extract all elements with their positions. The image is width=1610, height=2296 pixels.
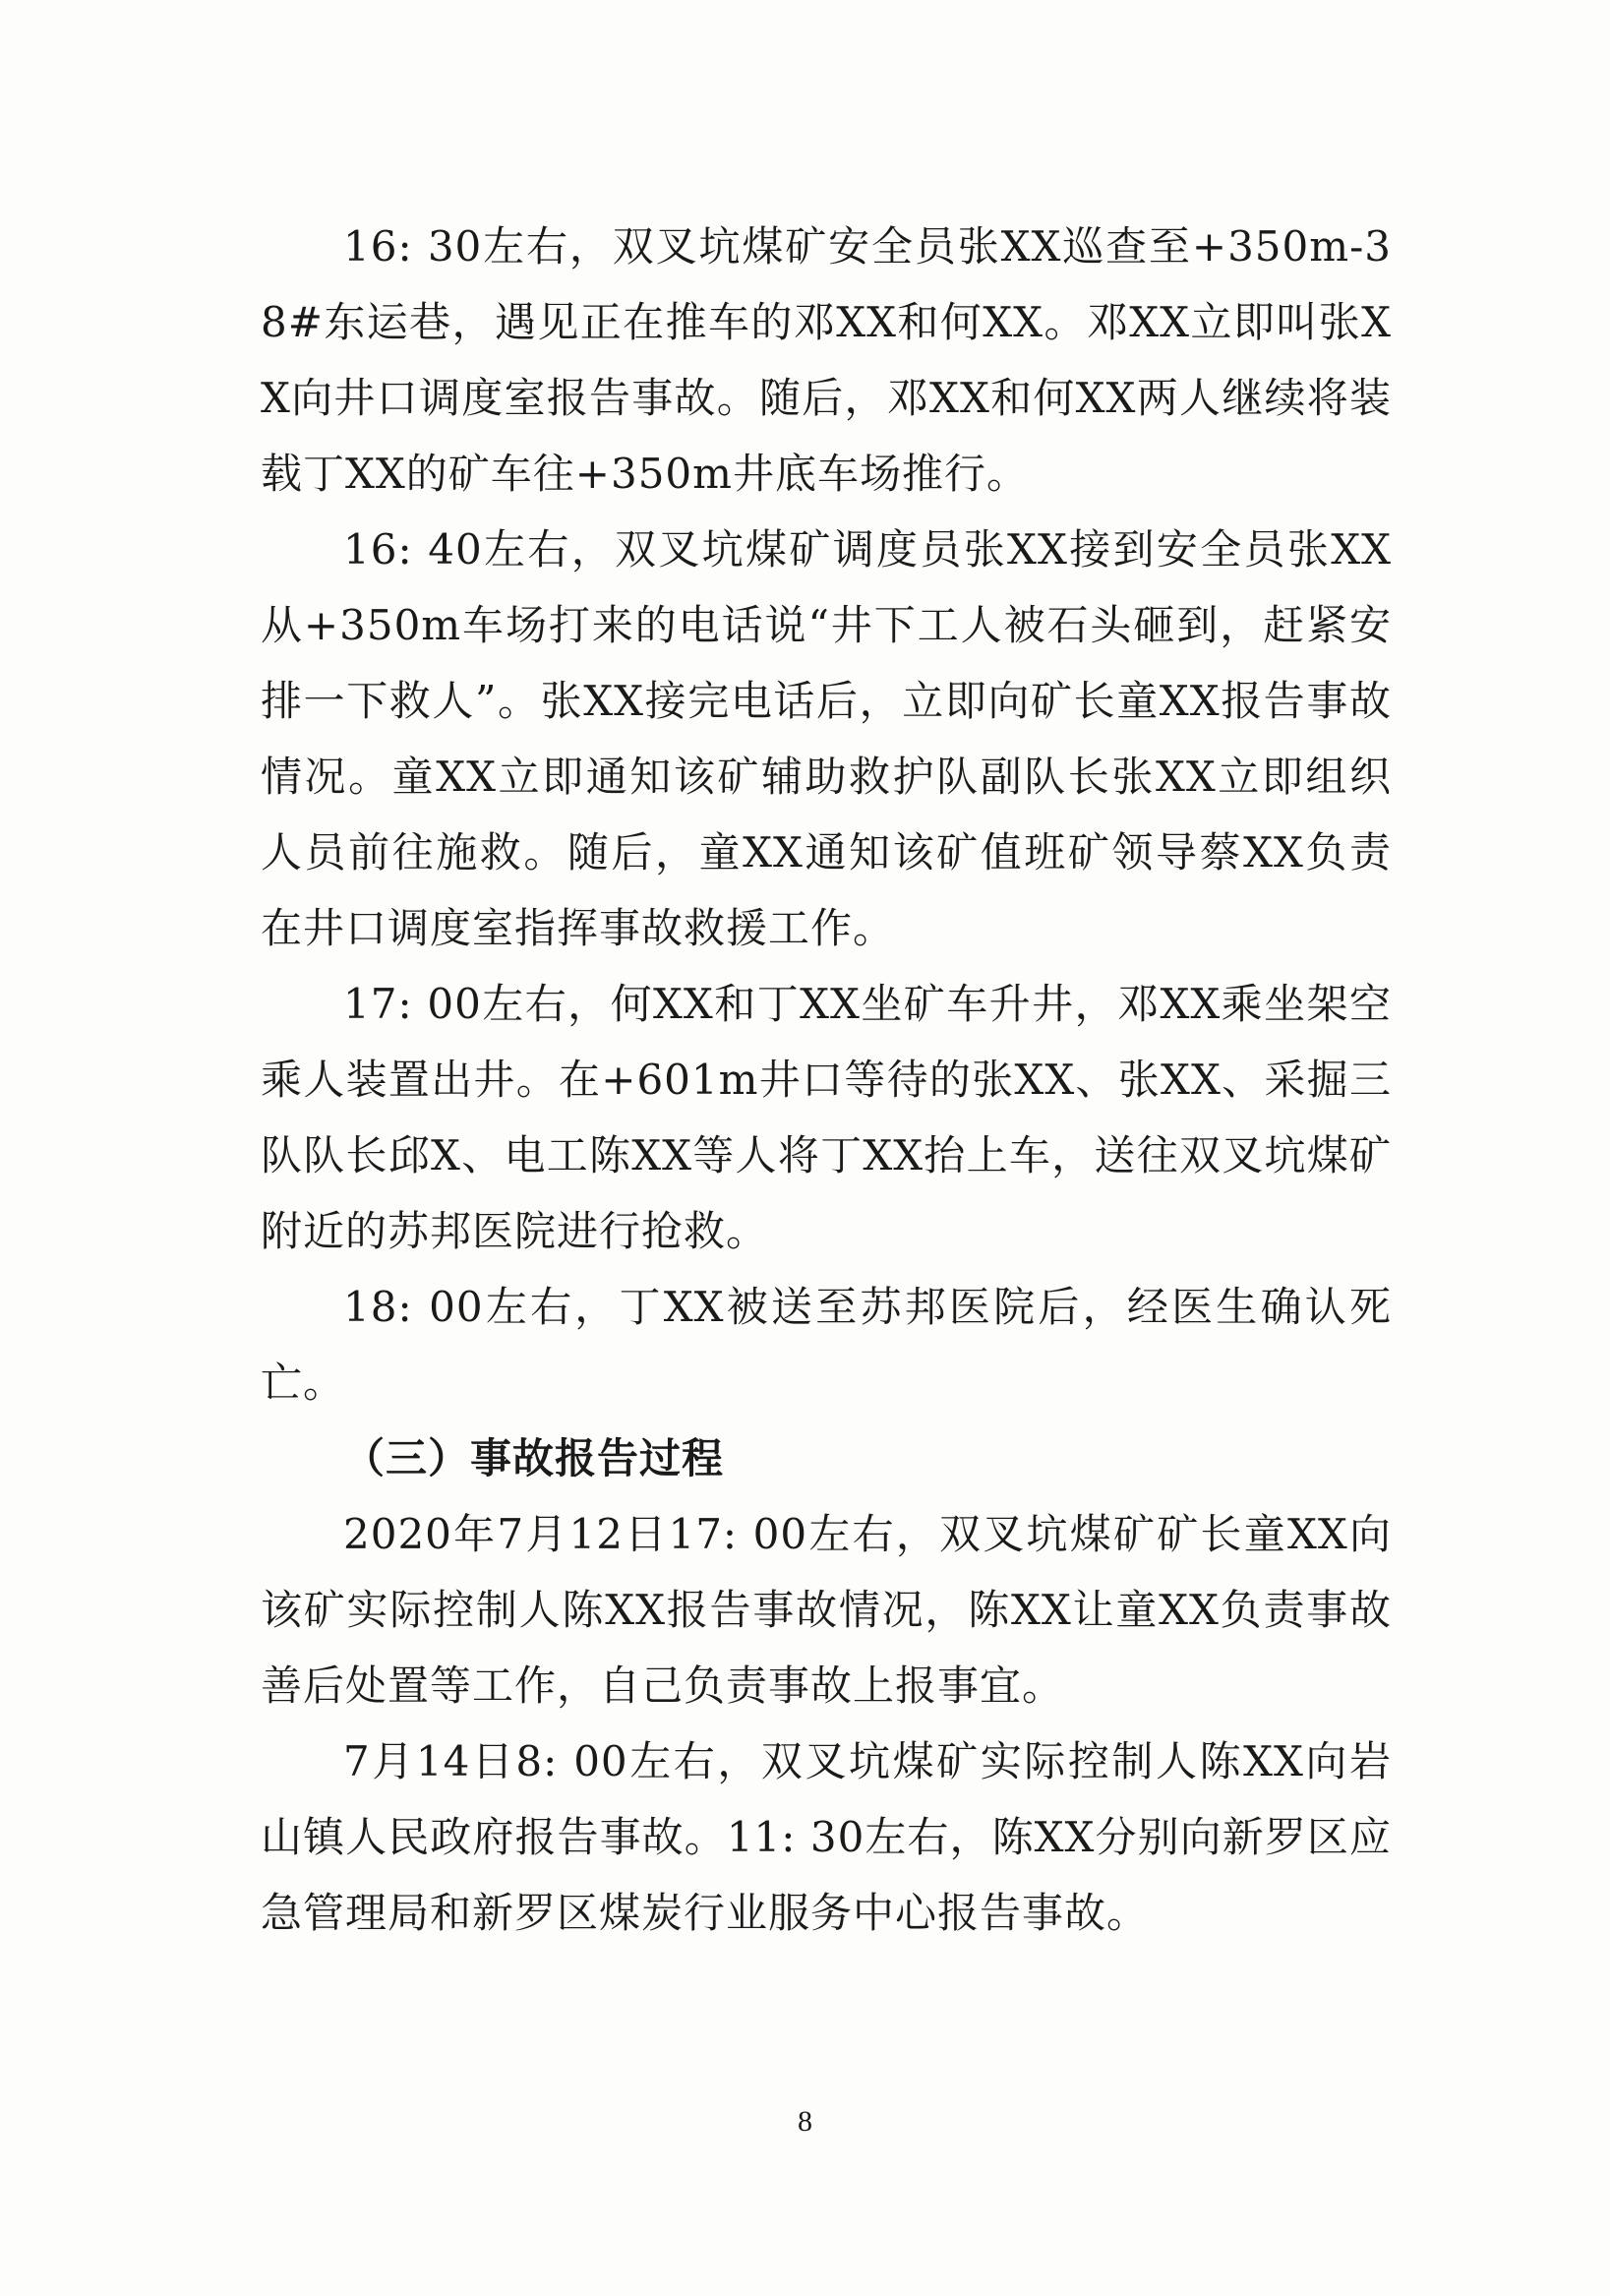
paragraph-1800: 18: 00左右，丁XX被送至苏邦医院后，经医生确认死亡。 — [261, 1283, 1392, 1407]
paragraph-1630: 16: 30左右，双叉坑煤矿安全员张XX巡查至+350m-38#东运巷，遇见正在推车的邓XX和何XX。邓XX立即叫张XX向井口调度室报告事故。随后，邓XX和何XX两人继续将装载丁XX的矿车往+350m井底车场推行。 — [261, 222, 1392, 498]
paragraph-1700: 17: 00左右，何XX和丁XX坐矿车升井，邓XX乘坐架空乘人装置出井。在+601m井口等待的张XX、张XX、采掘三队队长邱X、电工陈XX等人将丁XX抬上车，送往双叉坑煤矿附近的苏邦医院进行抢救。 — [261, 980, 1392, 1255]
page-number: 8 — [798, 2105, 812, 2138]
section-heading-accident-report: （三）事故报告过程 — [343, 1434, 725, 1482]
paragraph-1640: 16: 40左右，双叉坑煤矿调度员张XX接到安全员张XX从+350m车场打来的电话说“井下工人被石头砸到，赶紧安排一下救人”。张XX接完电话后，立即向矿长童XX报告事故情况。童XX立即通知该矿辅助救护队副队长张XX立即组织人员前往施救。随后，童XX通知该矿值班矿领导蔡XX负责在井口调度室指挥事故救援工作。 — [261, 525, 1392, 952]
document-body — [261, 209, 1392, 1951]
paragraph-report-july-12: 2020年7月12日17: 00左右，双叉坑煤矿矿长童XX向该矿实际控制人陈XX报告事故情况，陈XX让童XX负责事故善后处置等工作，自己负责事故上报事宜。 — [261, 1510, 1392, 1710]
paragraph-report-july-14: 7月14日8: 00左右，双叉坑煤矿实际控制人陈XX向岩山镇人民政府报告事故。11: 30左右，陈XX分别向新罗区应急管理局和新罗区煤炭行业服务中心报告事故。 — [261, 1737, 1392, 1937]
